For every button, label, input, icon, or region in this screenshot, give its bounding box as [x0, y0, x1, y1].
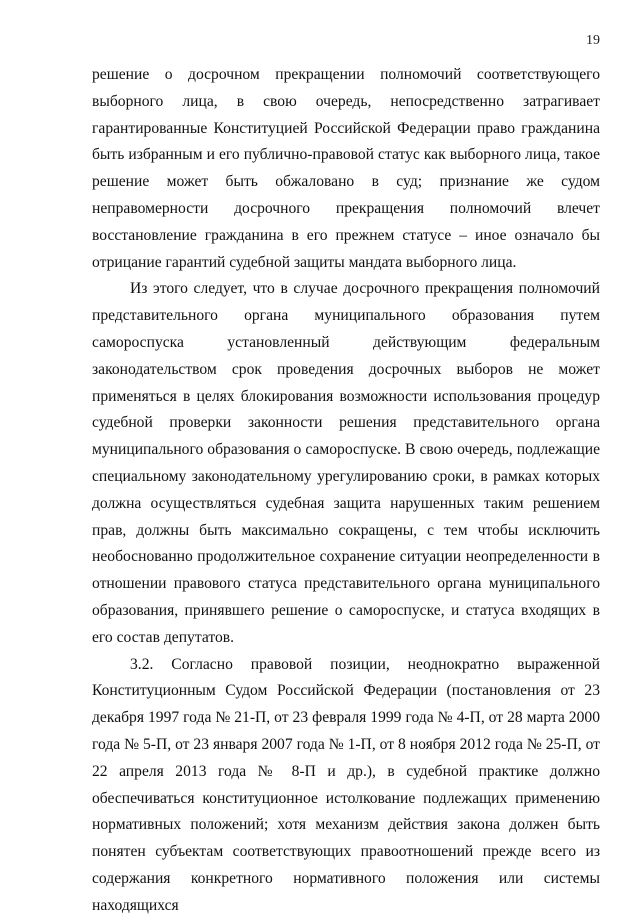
document-body [92, 62, 600, 920]
paragraph-continuation: решение о досрочном прекращении полномочий соответствующего выборного лица, в свою очередь, непосредственно затрагивает гарантированные Конституцией Российской Федерации право гражданина быть избранным и его публично-правовой статус как выборного лица, такое решение может быть обжаловано в суд; признание же судом неправомерности досрочного прекращения полномочий влечет восстановление гражданина в его прежнем статусе – иное означало бы отрицание гарантий судебной защиты мандата выборного лица. [92, 66, 600, 271]
page-number: 19 [586, 33, 600, 48]
paragraph-3-2-legal-position: 3.2. Согласно правовой позиции, неоднократно выраженной Конституционным Судом Российской Федерации (постановления от 23 декабря 1997 года № 21-П, от 23 февраля 1999 года № 4-П, от 28 марта 2000 года № 5-П, от 23 января 2007 года № 1-П, от 8 ноября 2012 года № 25-П, от 22 апреля 2013 года № 8-П и др.), в судебной практике должно обеспечиваться конституционное истолкование подлежащих применению нормативных положений; хотя механизм действия закона должен быть понятен субъектам соответствующих правоотношений прежде всего из содержания конкретного нормативного положения или системы находящихся [92, 655, 600, 914]
paragraph-self-dissolution: Из этого следует, что в случае досрочного прекращения полномочий представительного органа муниципального образования путем самороспуска установленный действующим федеральным законодательством срок проведения досрочных выборов не может применяться в целях блокирования возможности использования процедур судебной проверки законности решения представительного органа муниципального образования о самороспуске. В свою очередь, подлежащие специальному законодательному урегулированию сроки, в рамках которых должна осуществляться судебная защита нарушенных таким решением прав, должны быть максимально сокращены, с тем чтобы исключить необоснованно продолжительное сохранение ситуации неопределенности в отношении правового статуса представительного органа муниципального образования, принявшего решение о самороспуске, и статуса входящих в его состав депутатов. [92, 280, 600, 646]
